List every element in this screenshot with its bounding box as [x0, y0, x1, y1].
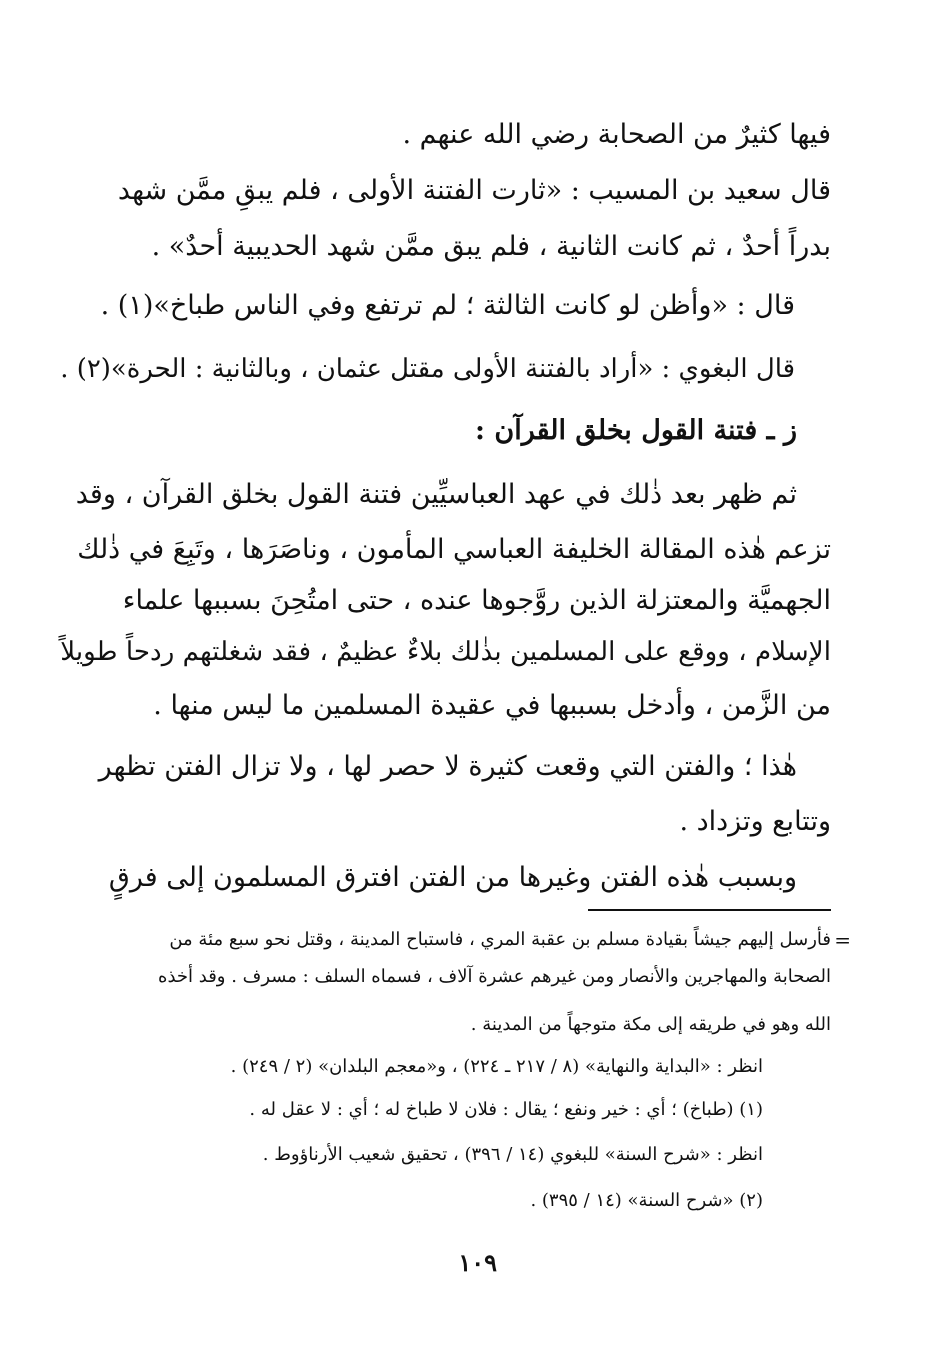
footnote-0-line-1: فأرسل إليهم جيشاً بقيادة مسلم بن عقبة المري ، فاستباح المدينة ، وقتل نحو سبع مئة من: [169, 929, 831, 950]
paragraph-4-line-1: قال البغوي : «أراد بالفتنة الأولى مقتل عثمان ، وبالثانية : الحرة»(٢) .: [60, 354, 795, 384]
footnote-1-line-1: (١) (طباخ) ؛ أي : خير ونفع ؛ يقال : فلان لا طباخ له ؛ أي : لا عقل له .: [249, 1099, 763, 1120]
paragraph-5-line-1: ثم ظهر بعد ذٰلك في عهد العباسيِّين فتنة القول بخلق القرآن ، وقد: [75, 479, 797, 510]
footnote-0-line-2: الصحابة والمهاجرين والأنصار ومن غيرهم عشرة آلاف ، فسماه السلف : مسرف . وقد أخذه: [158, 966, 831, 987]
paragraph-3-line-1: قال : «وأظن لو كانت الثالثة ؛ لم ترتفع وفي الناس طباخ»(١) .: [100, 290, 795, 321]
footnote-1-line-2: انظر : «شرح السنة» للبغوي (١٤ / ٣٩٦) ، تحقيق شعيب الأرناؤوط .: [262, 1144, 763, 1165]
paragraph-5-line-4: الإسلام ، ووقع على المسلمين بذٰلك بلاءٌ عظيمٌ ، فقد شغلتهم ردحاً طويلاً: [60, 637, 831, 667]
footnote-0-line-4: انظر : «البداية والنهاية» (٨ / ٢١٧ ـ ٢٢٤) ، و«معجم البلدان» (٢ / ٢٤٩) .: [230, 1056, 763, 1077]
paragraph-1-line-1: فيها كثيرٌ من الصحابة رضي الله عنهم .: [402, 119, 831, 150]
footnote-0-line-3: الله وهو في طريقه إلى مكة متوجهاً من المدينة .: [470, 1014, 831, 1035]
paragraph-6-line-2: وتتابع وتزداد .: [679, 806, 831, 837]
paragraph-7-line-1: وبسبب هٰذه الفتن وغيرها من الفتن افترق المسلمون إلى فرقٍ: [108, 862, 797, 893]
footnote-continuation-mark: =: [834, 928, 851, 952]
footnote-separator: [588, 909, 831, 911]
paragraph-5-line-2: تزعم هٰذه المقالة الخليفة العباسي المأمون ، وناصَرَها ، وتَبِعَ في ذٰلك: [77, 534, 831, 565]
paragraph-5-line-5: من الزَّمن ، وأدخل بسببها في عقيدة المسلمين ما ليس منها .: [153, 690, 831, 721]
page-number: ١٠٩: [458, 1248, 497, 1277]
paragraph-6-line-1: هٰذا ؛ والفتن التي وقعت كثيرة لا حصر لها ، ولا تزال الفتن تظهر: [98, 751, 797, 782]
paragraph-2-line-2: بدراً أحدٌ ، ثم كانت الثانية ، فلم يبق ممَّن شهد الحديبية أحدٌ» .: [151, 231, 831, 262]
paragraph-2-line-1: قال سعيد بن المسيب : «ثارت الفتنة الأولى ، فلم يبقِ ممَّن شهد: [117, 175, 831, 206]
footnote-2-line-1: (٢) «شرح السنة» (١٤ / ٣٩٥) .: [530, 1190, 763, 1211]
paragraph-5-line-3: الجهميَّة والمعتزلة الذين روَّجوها عنده ، حتى امتُحِنَ بسببها علماء: [122, 585, 831, 616]
section-heading: ز ـ فتنة القول بخلق القرآن :: [475, 415, 797, 446]
